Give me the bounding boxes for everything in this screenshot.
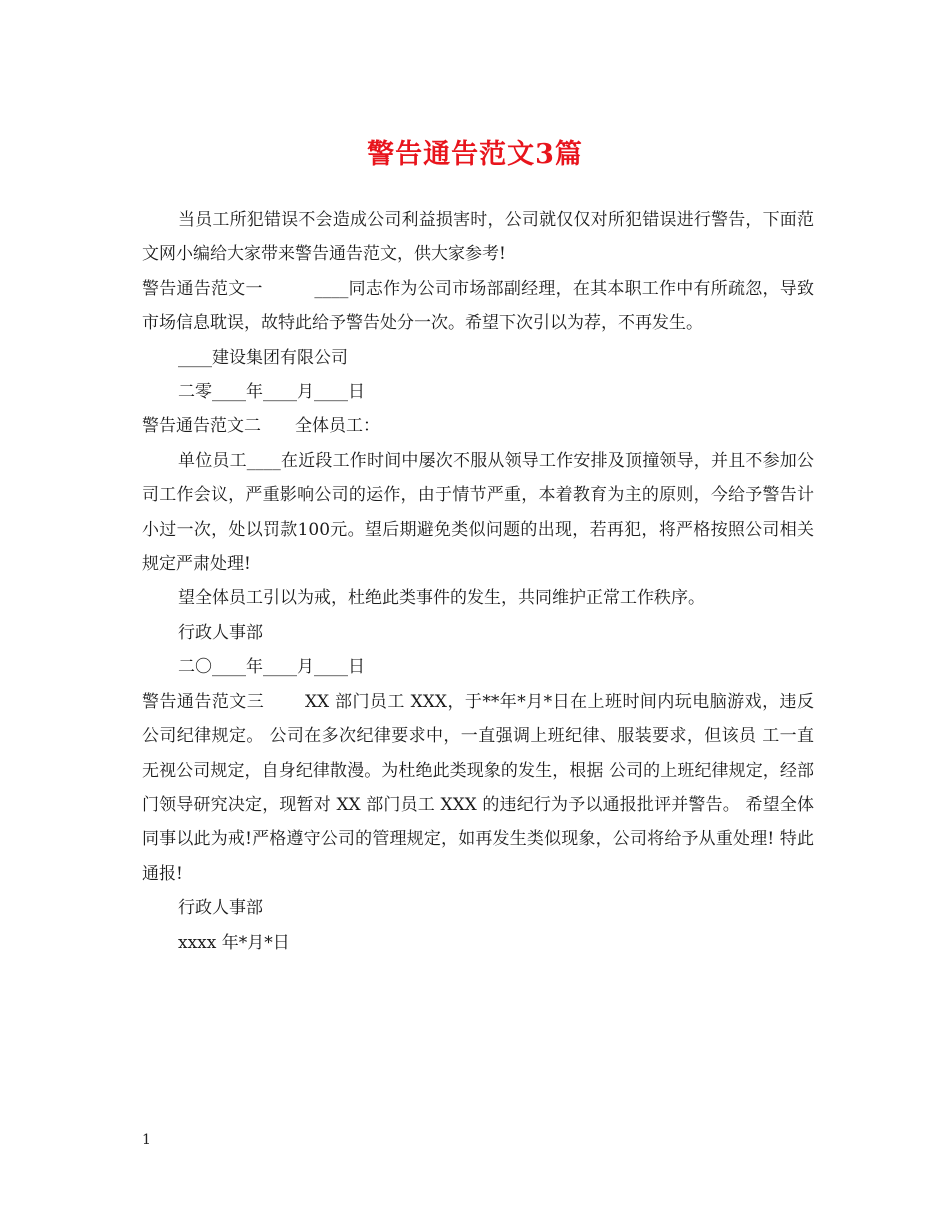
page-number: 1 <box>142 1132 151 1148</box>
sample1-company: ____建设集团有限公司 <box>178 347 348 368</box>
sample3-dept: 行政人事部 <box>178 898 263 919</box>
sample3-paragraph: 警告通告范文三 XX 部门员工 XXX，于**年*月*日在上班时间内玩电脑游戏，违反 公司纪律规定。 公司在多次纪律要求中，一直强调上班纪律、服装要求，但该员 工一直无视公司规定，自身纪律散漫。为杜绝此类现象的发生，根据 公司的上班纪律规定，经部门领导研究决定，现暂对 XX 部门员工 XXX 的违纪行为予以通报批评并警告。 希望全体同事以此为戒!严格遵守公司的管理规定，如再发生类似现象，公司将给予从重处理! 特此通报! <box>142 691 820 884</box>
sample2-date: 二〇____年____月____日 <box>178 657 365 678</box>
intro-paragraph: 当员工所犯错误不会造成公司利益损害时，公司就仅仅对所犯错误进行警告，下面范文网小编给大家带来警告通告范文，供大家参考! <box>142 210 814 265</box>
document-title: 警告通告范文3篇 <box>367 139 583 170</box>
sample2-closing: 望全体员工引以为戒，杜绝此类事件的发生，共同维护正常工作秩序。 <box>178 588 705 609</box>
sample1-date: 二零____年____月____日 <box>178 382 365 403</box>
sample2-dept: 行政人事部 <box>178 622 263 643</box>
sample2-heading: 警告通告范文二 全体员工： <box>142 416 380 437</box>
sample3-date: xxxx 年*月*日 <box>178 932 290 953</box>
sample1-paragraph: 警告通告范文一 ____同志作为公司市场部副经理，在其本职工作中有所疏忽，导致市场信息耽误，故特此给予警告处分一次。希望下次引以为荐，不再发生。 <box>142 278 814 334</box>
sample2-paragraph: 单位员工____在近段工作时间中屡次不服从领导工作安排及顶撞领导，并且不参加公司工作会议，严重影响公司的运作，由于情节严重，本着教育为主的原则，今给予警告计小过一次，处以罚款100元。望后期避免类似问题的出现，若再犯，将严格按照公司相关规定严肃处理! <box>142 450 814 575</box>
document-body <box>142 203 820 960</box>
